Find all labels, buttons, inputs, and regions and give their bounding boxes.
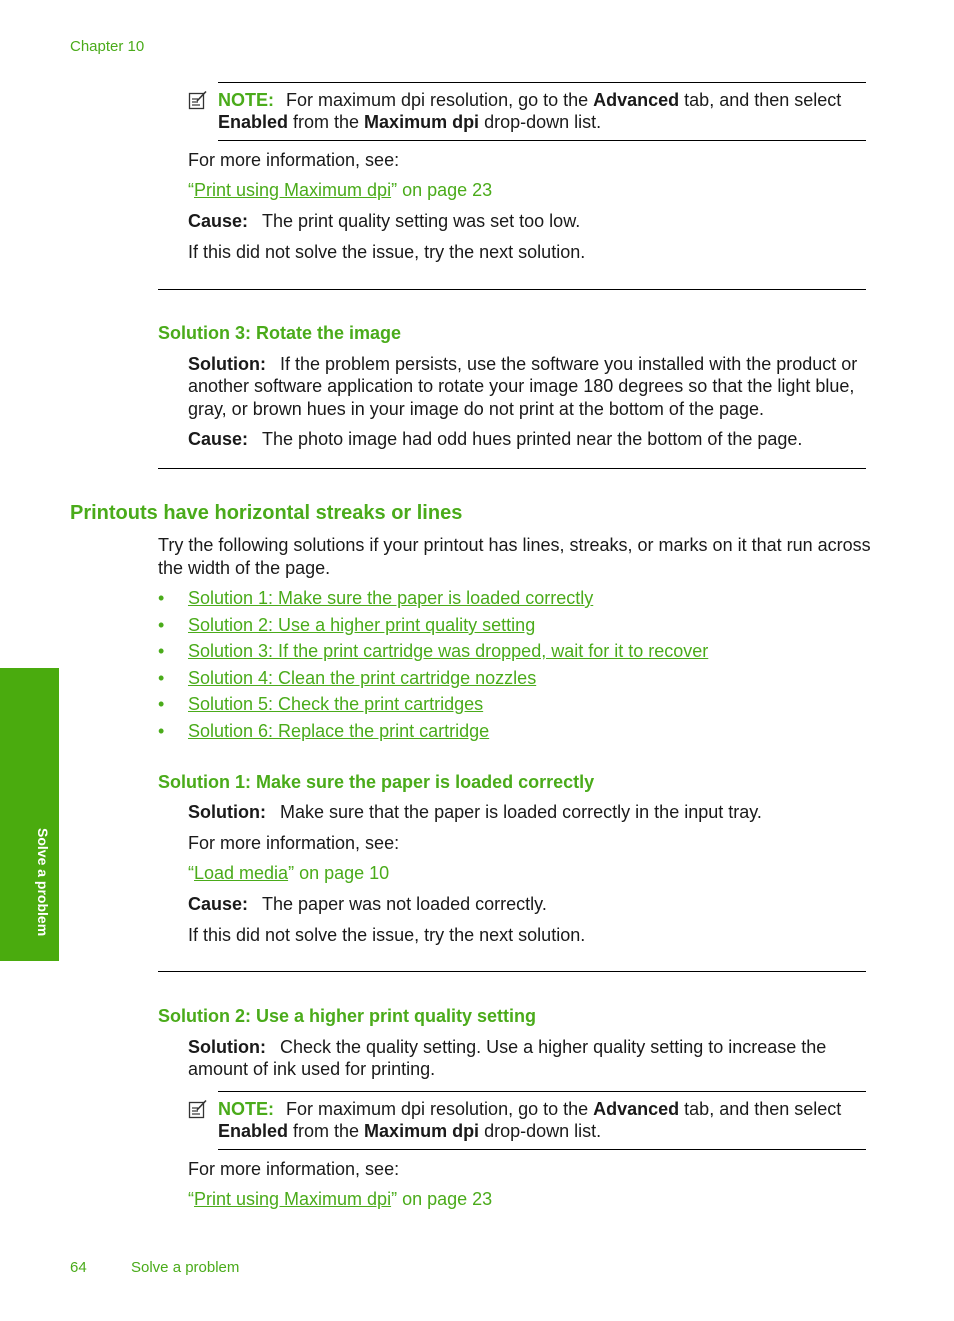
section-intro-line2: the width of the page.	[158, 558, 331, 578]
note-icon	[188, 1099, 208, 1119]
link-solution-4[interactable]: Solution 4: Clean the print cartridge nozzles	[188, 668, 537, 688]
bullet: •	[158, 694, 165, 714]
link-solution-5[interactable]: Solution 5: Check the print cartridges	[188, 694, 484, 714]
link-solution-2[interactable]: Solution 2: Use a higher print quality setting	[188, 615, 536, 635]
footer-section-label: Solve a problem	[131, 1259, 240, 1276]
solution3-line3: gray, or brown hues in your image do not print at the bottom of the page.	[188, 399, 765, 419]
solution3-heading: Solution 3: Rotate the image	[158, 323, 402, 343]
section-title: Printouts have horizontal streaks or lines	[70, 502, 463, 524]
note-label: NOTE:	[218, 90, 274, 110]
link-solution-1[interactable]: Solution 1: Make sure the paper is loaded correctly	[188, 588, 594, 608]
bullet: •	[158, 588, 165, 608]
bullet: •	[158, 721, 165, 741]
note-top-rule	[218, 82, 866, 83]
note-line-2: Enabled from the Maximum dpi drop-down list.	[218, 1121, 602, 1141]
more-info-text: For more information, see:	[188, 833, 400, 853]
note-line-2: Enabled from the Maximum dpi drop-down list.	[218, 112, 602, 132]
bullet: •	[158, 668, 165, 688]
more-info-text: For more information, see:	[188, 150, 400, 170]
page-number: 64	[70, 1259, 87, 1276]
solution3-cause: Cause: The photo image had odd hues printed near the bottom of the page.	[188, 429, 803, 449]
more-info-text: For more information, see:	[188, 1159, 400, 1179]
cause-line: Cause: The print quality setting was set too low.	[188, 211, 581, 231]
chapter-label: Chapter 10	[70, 38, 145, 55]
section-rule	[158, 468, 866, 469]
section-rule	[158, 971, 866, 972]
note-line-1: NOTE: For maximum dpi resolution, go to the Advanced tab, and then select	[218, 1099, 842, 1119]
link-print-max-dpi[interactable]: “Print using Maximum dpi” on page 23	[188, 180, 493, 200]
link-solution-6[interactable]: Solution 6: Replace the print cartridge	[188, 721, 490, 741]
link-print-max-dpi[interactable]: “Print using Maximum dpi” on page 23	[188, 1189, 493, 1209]
next-solution-text: If this did not solve the issue, try the next solution.	[188, 925, 586, 945]
bullet: •	[158, 615, 165, 635]
note-top-rule	[218, 1091, 866, 1092]
note-bottom-rule	[218, 140, 866, 141]
bullet: •	[158, 641, 165, 661]
link-load-media[interactable]: “Load media” on page 10	[188, 863, 390, 883]
section-rule	[158, 289, 866, 290]
solution1-cause: Cause: The paper was not loaded correctly.	[188, 894, 547, 914]
link-solution-3[interactable]: Solution 3: If the print cartridge was dropped, wait for it to recover	[188, 641, 709, 661]
note-line-1: NOTE: For maximum dpi resolution, go to the Advanced tab, and then select	[218, 90, 842, 110]
solution2-heading: Solution 2: Use a higher print quality setting	[158, 1006, 537, 1026]
note-bottom-rule	[218, 1149, 866, 1150]
solution2-line1: Solution: Check the quality setting. Use a higher quality setting to increase the	[188, 1037, 827, 1057]
solution3-line1: Solution: If the problem persists, use the software you installed with the product or	[188, 354, 858, 374]
solution2-line2: amount of ink used for printing.	[188, 1059, 436, 1079]
solution1-text: Solution: Make sure that the paper is loaded correctly in the input tray.	[188, 802, 762, 822]
note-label: NOTE:	[218, 1099, 274, 1119]
next-solution-text: If this did not solve the issue, try the next solution.	[188, 242, 586, 262]
solution3-line2: another software application to rotate your image 180 degrees so that the light blue,	[188, 376, 855, 396]
solution1-heading: Solution 1: Make sure the paper is loaded correctly	[158, 772, 595, 792]
note-icon	[188, 90, 208, 110]
side-tab-label: Solve a problem	[35, 828, 51, 937]
section-intro-line1: Try the following solutions if your printout has lines, streaks, or marks on it that run across	[158, 535, 871, 555]
